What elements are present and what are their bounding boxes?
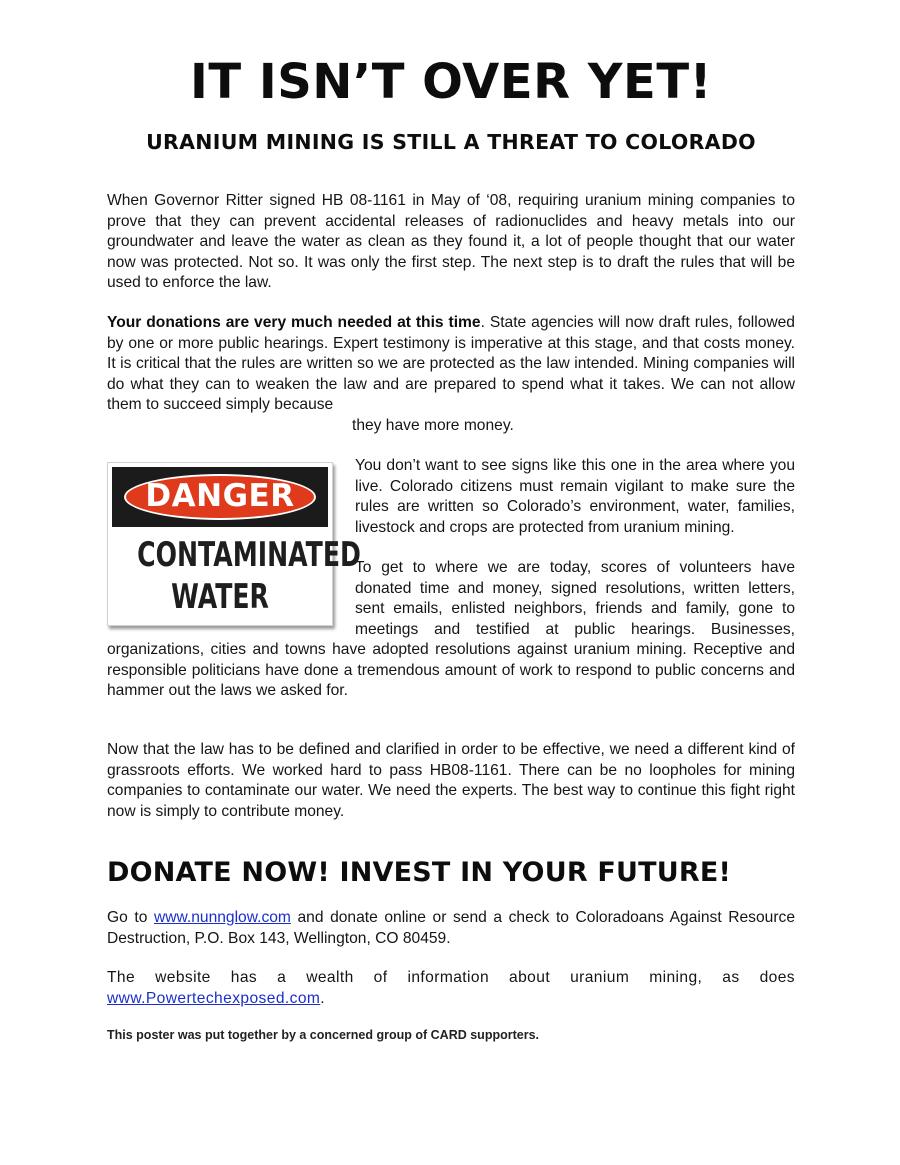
- danger-sign-image: [107, 462, 361, 626]
- donations-lead-text: Your donations are very much needed at this time: [107, 314, 481, 331]
- paragraph-donate-instructions: [107, 908, 795, 949]
- poster-footer-note: This poster was put together by a concerned group of CARD supporters.: [107, 1028, 539, 1042]
- paragraph-intro: When Governor Ritter signed HB 08-1161 in May of ‘08, requiring uranium mining companies to prove that they can prevent accidental releases of radionuclides and heavy metals into our groundwater and leave the water as clean as they found it, a lot of people thought that our water now was protected. Not so. It was only the first step. The next step is to draft the rules that will be used to enforce the law.: [107, 192, 795, 291]
- danger-oval: DANGER: [124, 474, 316, 520]
- paragraph-volunteers: To get to where we are today, scores of volunteers have donated time and money, signed resolutions, written letters, sent emails, enlisted neighbors, friends and family, gone to meetings and testified at public hearings. Businesses, organizations, cities and towns have adopted resolutions against uranium mining. Receptive and responsible politicians have done a tremendous amount of work to respond to public concerns and hammer out the laws we asked for.: [107, 559, 795, 699]
- sign-text-contaminated: CONTAMINATED: [137, 535, 361, 575]
- website-text-after: .: [320, 989, 326, 1007]
- paragraph-donations: [107, 313, 795, 436]
- sign-and-text-block: [107, 456, 795, 702]
- paragraph-vigilant: You don’t want to see signs like this one in the area where you live. Colorado citizens must remain vigilant to make sure the rules are written so Colorado’s environment, water, families, livestock and crops are protected from uranium mining.: [355, 457, 795, 536]
- poster-subtitle: URANIUM MINING IS STILL A THREAT TO COLORADO: [146, 130, 756, 154]
- powertechexposed-link[interactable]: www.Powertechexposed.com: [107, 989, 321, 1007]
- donations-body-text: . State agencies will now draft rules, followed by one or more public hearings. Expert testimony is imperative at this stage, and that costs money. It is critical that the rules are written so we are protected as the law intended. Mining companies will do what they can to weaken the law and are prepared to spend what it takes. We can not allow them to succeed simply because: [107, 314, 795, 413]
- donate-heading: DONATE NOW! INVEST IN YOUR FUTURE!: [107, 857, 732, 888]
- poster-title: IT ISN’T OVER YET!: [190, 54, 712, 110]
- paragraph-website-info: [107, 968, 795, 1009]
- website-text-before: The website has a wealth of information about uranium mining, as does: [107, 969, 795, 986]
- nunnglow-link[interactable]: www.nunnglow.com: [153, 909, 291, 926]
- donate-text-before: Go to: [107, 909, 154, 926]
- donate-text-after: and donate online or send a check to Coloradoans Against Resource Destruction, P.O. Box 143, Wellington, CO 80459.: [107, 909, 795, 947]
- paragraph-grassroots: Now that the law has to be defined and clarified in order to be effective, we need a different kind of grassroots efforts. We worked hard to pass HB08-1161. There can be no loopholes for mining companies to contaminate our water. We need the experts. The best way to continue this fight right now is simply to contribute money.: [107, 741, 795, 820]
- sign-text-water: WATER: [171, 577, 269, 617]
- donations-tail-text: they have more money.: [352, 416, 514, 434]
- sign-header-band: [112, 467, 328, 527]
